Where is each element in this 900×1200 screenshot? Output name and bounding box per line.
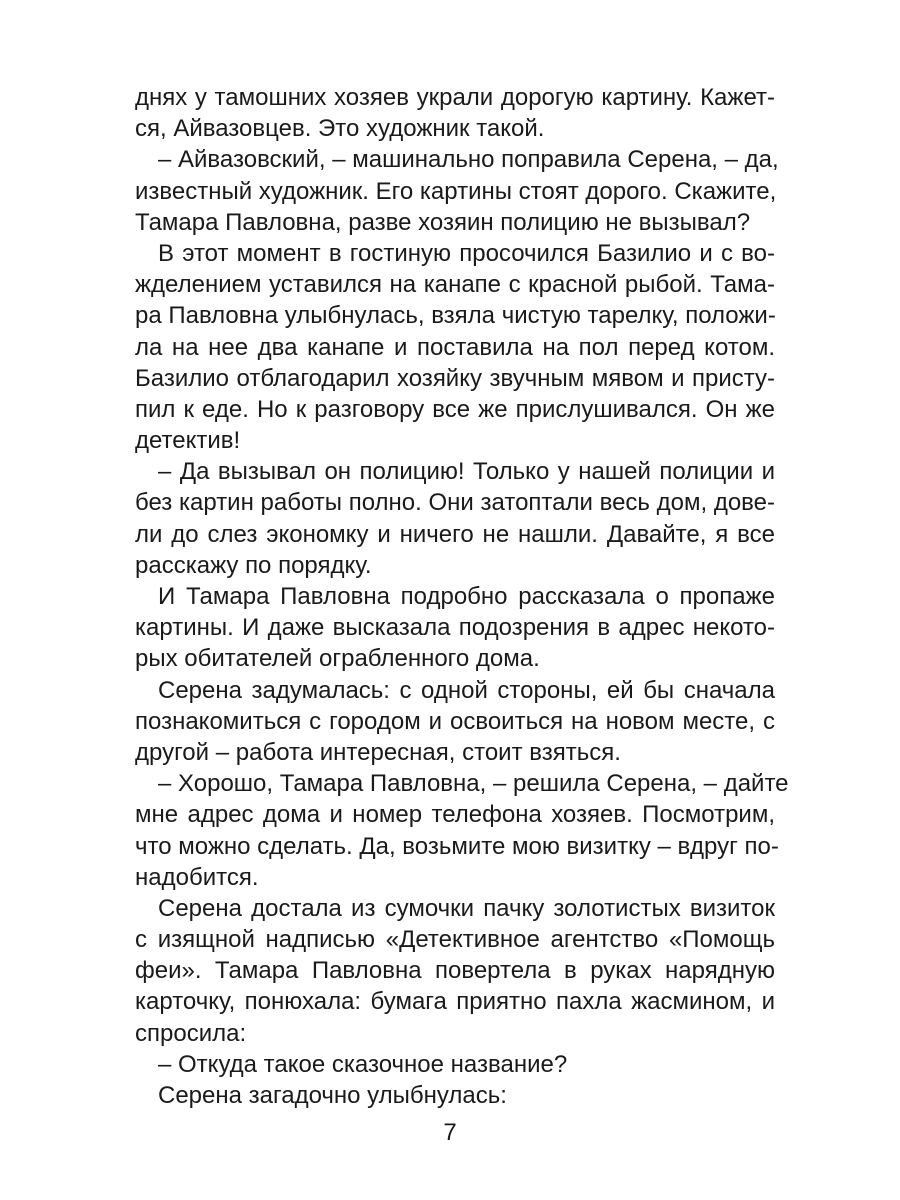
- text-line: жделением уставился на канапе с красной рыбой. Тама-: [135, 271, 775, 299]
- text-line: ла на нее два канапе и поставила на пол перед котом.: [135, 333, 775, 361]
- text-line: мне адрес дома и номер телефона хозяев. Посмотрим,: [135, 801, 775, 829]
- text-line: ся, Айвазовцев. Это художник такой.: [135, 115, 545, 143]
- text-line: пил к еде. Но к разговору все же прислушивался. Он же: [135, 395, 775, 423]
- text-line: Тамара Павловна, разве хозяин полицию не вызывал?: [135, 208, 751, 236]
- text-line: рых обитателей ограбленного дома.: [135, 645, 540, 673]
- text-line: известный художник. Его картины стоят дорого. Скажите,: [135, 177, 777, 205]
- text-line: что можно сделать. Да, возьмите мою визитку – вдруг по-: [135, 832, 779, 860]
- body-text: [135, 82, 789, 1111]
- text-line: – Айвазовский, – машинально поправила Серена, – да,: [158, 146, 779, 174]
- text-line: И Тамара Павловна подробно рассказала о пропаже: [158, 583, 775, 610]
- text-line: детектив!: [135, 427, 241, 455]
- text-line: Серена достала из сумочки пачку золотистых визиток: [158, 894, 775, 922]
- text-line: Серена задумалась: с одной стороны, ей бы сначала: [158, 676, 775, 704]
- text-line: Серена загадочно улыбнулась:: [158, 1082, 507, 1109]
- text-line: – Хорошо, Тамара Павловна, – решила Серена, – дайте: [158, 770, 789, 798]
- text-line: расскажу по порядку.: [135, 551, 372, 579]
- text-line: Базилио отблагодарил хозяйку звучным мявом и присту-: [135, 364, 775, 392]
- text-line: днях у тамошних хозяев украли дорогую картину. Кажет-: [135, 84, 775, 111]
- text-line: карточку, понюхала: бумага приятно пахла жасмином, и: [135, 988, 775, 1016]
- text-line: надобится.: [135, 863, 259, 891]
- text-line: спросила:: [135, 1019, 247, 1047]
- text-line: другой – работа интересная, стоит взяться.: [135, 738, 621, 766]
- text-line: познакомиться с городом и освоиться на новом месте, с: [135, 707, 775, 735]
- text-line: с изящной надписью «Детективное агентство «Помощь: [135, 926, 775, 954]
- text-line: – Да вызывал он полицию! Только у нашей полиции и: [158, 458, 775, 486]
- text-line: ра Павловна улыбнулась, взяла чистую тарелку, положи-: [135, 302, 776, 330]
- page-number: 7: [443, 1119, 457, 1146]
- text-line: В этот момент в гостиную просочился Базилио и с во-: [158, 239, 775, 267]
- text-line: картины. И даже высказала подозрения в адрес некото-: [135, 614, 775, 642]
- text-line: феи». Тамара Павловна повертела в руках нарядную: [135, 957, 775, 985]
- text-line: – Откуда такое сказочное название?: [158, 1050, 568, 1078]
- text-line: без картин работы полно. Они затоптали весь дом, дове-: [135, 489, 775, 517]
- text-line: ли до слез экономку и ничего не нашли. Давайте, я все: [135, 520, 775, 548]
